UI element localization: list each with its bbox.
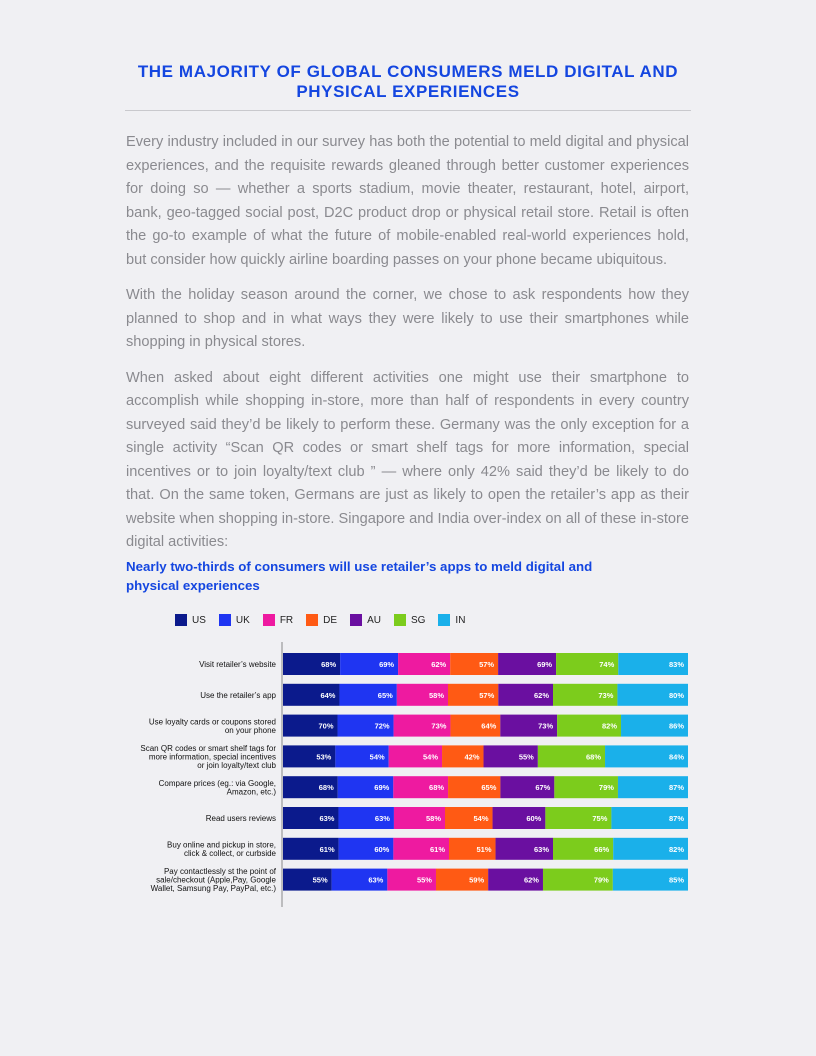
data-label: 69% — [379, 660, 395, 669]
data-label: 54% — [473, 814, 489, 823]
page-title: THE MAJORITY OF GLOBAL CONSUMERS MELD DIGITAL AND PHYSICAL EXPERIENCES — [137, 62, 679, 101]
legend-item-de — [306, 614, 337, 626]
data-label: 65% — [481, 783, 497, 793]
data-label: 62% — [533, 690, 549, 700]
legend-swatch — [306, 614, 318, 626]
title-divider — [125, 110, 691, 111]
data-label: 65% — [377, 690, 393, 700]
data-label: 86% — [668, 721, 684, 731]
data-label: 60% — [374, 844, 390, 854]
data-label: 55% — [312, 875, 328, 885]
data-label: 79% — [593, 875, 609, 885]
data-label: 57% — [479, 660, 495, 669]
data-label: 53% — [316, 752, 332, 762]
data-label: 55% — [416, 875, 432, 885]
data-label: 67% — [535, 783, 551, 793]
data-label: 68% — [429, 783, 445, 793]
chart-title: Nearly two-thirds of consumers will use retailer’s apps to meld digital and physical experiences — [126, 559, 593, 593]
data-label: 83% — [668, 660, 684, 669]
data-label: 63% — [368, 875, 384, 885]
data-label: 61% — [319, 844, 335, 854]
legend-item-uk — [219, 614, 250, 626]
legend-label: UK — [235, 614, 250, 626]
data-label: 64% — [481, 721, 497, 731]
data-label: 62% — [523, 875, 539, 885]
category-label: Scan QR codes or smart shelf tags for — [140, 744, 276, 753]
body-text — [126, 131, 689, 567]
data-label: 54% — [423, 752, 439, 762]
data-label: 59% — [469, 875, 485, 885]
legend-label: SG — [410, 614, 426, 626]
legend-swatch — [219, 614, 231, 626]
legend-label: AU — [367, 614, 381, 626]
category-label: Use the retailer’s app — [200, 690, 276, 700]
data-label: 58% — [428, 690, 444, 700]
category-label: or join loyalty/text club — [197, 760, 276, 770]
chart-legend — [175, 613, 478, 627]
data-label: 63% — [533, 844, 549, 854]
category-label: Pay contactlessly st the point of — [163, 867, 276, 877]
data-label: 79% — [598, 783, 614, 793]
data-label: 42% — [464, 752, 480, 762]
category-label: Amazon, etc.) — [226, 787, 276, 797]
paragraph-2: With the holiday season around the corner, we chose to ask respondents how they planned to shop and in what ways they were likely to use their smartphones while shopping in physical stores. — [126, 287, 689, 350]
legend-item-fr — [263, 614, 293, 626]
data-label: 73% — [431, 721, 447, 731]
data-label: 62% — [431, 660, 447, 669]
data-label: 69% — [374, 783, 390, 793]
data-label: 84% — [668, 752, 684, 762]
legend-item-in — [438, 614, 465, 626]
data-label: 73% — [598, 690, 614, 700]
category-label: click & collect, or curbside — [183, 849, 276, 858]
data-label: 70% — [318, 721, 334, 731]
data-label: 87% — [668, 814, 684, 823]
legend-swatch — [263, 614, 275, 626]
data-label: 63% — [374, 814, 390, 823]
legend-swatch — [438, 614, 450, 626]
legend-item-au — [350, 614, 381, 626]
data-label: 58% — [425, 814, 441, 823]
category-label: Wallet, Samsung Pay, PayPal, etc.) — [150, 884, 276, 893]
data-label: 82% — [668, 844, 684, 854]
legend-swatch — [394, 614, 406, 626]
category-label: Use loyalty cards or coupons stored — [148, 717, 276, 727]
data-label: 66% — [594, 844, 610, 854]
data-label: 87% — [668, 783, 684, 793]
legend-label: FR — [279, 614, 294, 626]
data-label: 82% — [602, 721, 618, 731]
legend-label: IN — [455, 614, 466, 626]
data-label: 73% — [538, 721, 554, 731]
stacked-bar-chart — [120, 640, 700, 912]
data-label: 68% — [321, 660, 337, 669]
paragraph-3: When asked about eight different activities one might use their smartphone to accomplish while shopping in-store, more than half of respondents in every country surveyed said they’d be likely to perform these. Germany was the only exception for a single activity “Scan QR codes or smart shelf tags for more information, special incentives or to join loyalty/text club ” — where only 42% said they’d be likely to do that. On the same token, Germans are just as likely to open the retailer’s app as their website when shopping in-store. Singapore and India over-index on all of these in-store digital activities: — [126, 369, 690, 550]
data-label: 61% — [429, 844, 446, 854]
category-label: Compare prices (eg.: via Google, — [158, 779, 276, 788]
legend-item-us — [175, 614, 206, 626]
data-label: 74% — [599, 660, 615, 669]
data-label: 68% — [586, 752, 602, 762]
data-label: 51% — [476, 844, 492, 854]
data-label: 85% — [668, 875, 684, 885]
paragraph-1: Every industry included in our survey has both the potential to meld digital and physical experiences, and the requisite rewards gleaned through better customer experiences for doing so — whether a sports stadium, movie theater, restaurant, hotel, airport, bank, geo-tagged social post, D2C product drop or physical retail store. Retail is often the go-to example of what the future of mobile-enabled real-world experiences hold, but consider how quickly airline boarding passes on your phone became ubiquitous. — [126, 134, 689, 268]
category-label: sale/checkout (Apple,Pay, Google — [156, 875, 276, 885]
data-label: 60% — [526, 814, 542, 823]
data-label: 63% — [319, 814, 335, 823]
data-label: 55% — [518, 752, 534, 762]
data-label: 68% — [318, 783, 334, 793]
data-label: 69% — [537, 660, 553, 669]
legend-swatch — [350, 614, 362, 626]
category-label: more information, special incentives — [148, 752, 276, 762]
category-label: Read users reviews — [205, 814, 276, 823]
data-label: 75% — [592, 814, 608, 823]
data-label: 54% — [369, 752, 385, 762]
legend-swatch — [175, 614, 187, 626]
data-label: 57% — [479, 690, 495, 700]
data-label: 72% — [374, 721, 390, 731]
category-label: Buy online and pickup in store, — [167, 840, 276, 850]
category-label: on your phone — [224, 725, 276, 735]
legend-item-sg — [394, 614, 425, 626]
legend-label: US — [192, 614, 206, 626]
data-label: 64% — [320, 690, 336, 700]
legend-label: DE — [323, 614, 338, 626]
data-label: 80% — [668, 690, 684, 700]
category-label: Visit retailer’s website — [199, 660, 276, 669]
